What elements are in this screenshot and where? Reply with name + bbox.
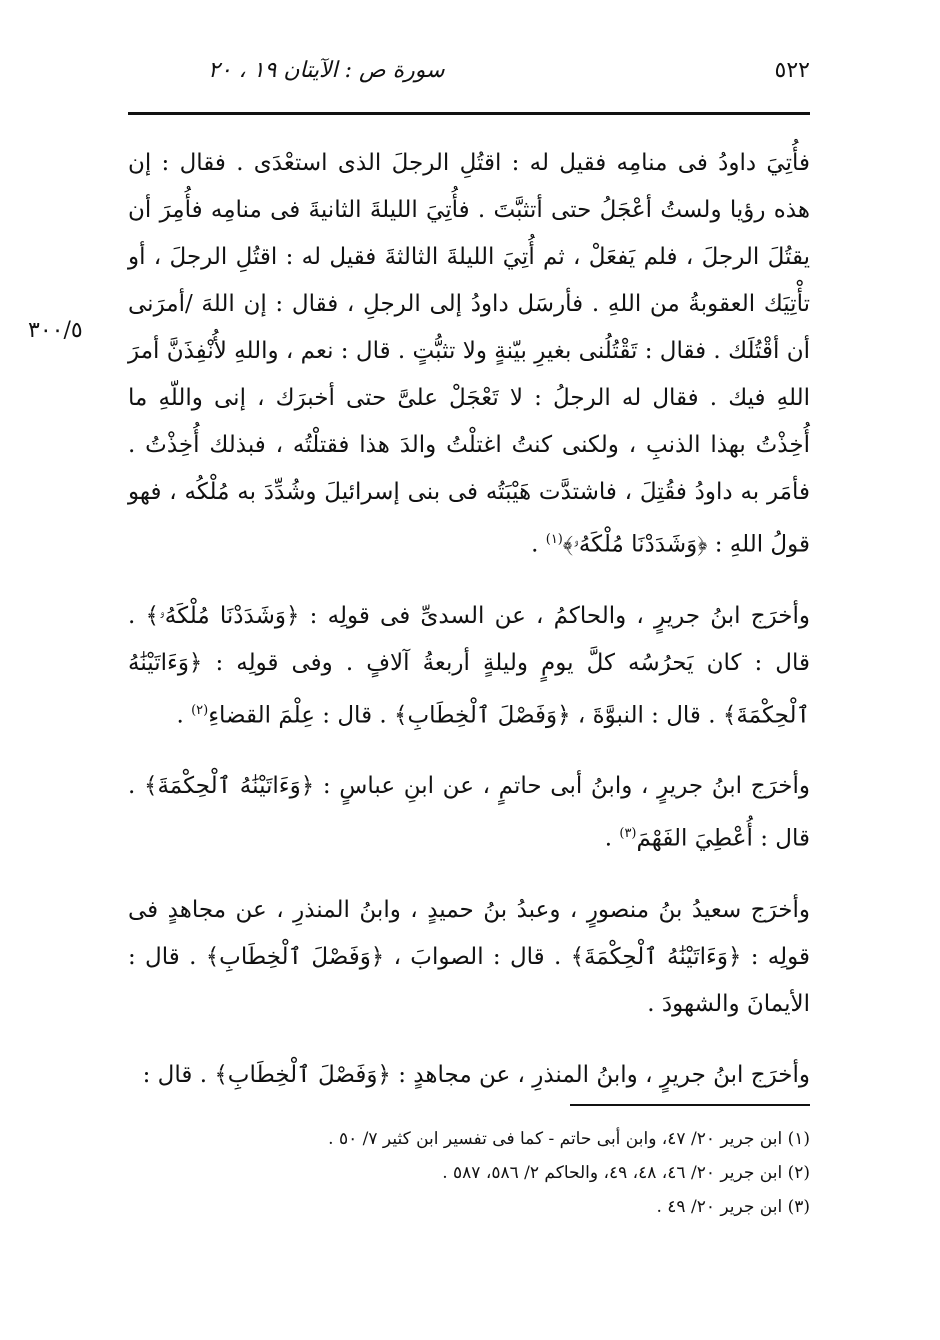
surah-title: سورة ص : الآيتان ١٩ ، ٢٠ <box>208 58 445 83</box>
margin-reference: ٣٠٠/٥ <box>28 318 83 343</box>
page-number: ٥٢٢ <box>774 58 810 83</box>
paragraph-text: وأخرَج ابنُ جريرٍ ، والحاكمُ ، عن السدىِّ فى قولِه : ﴿وَشَدَدْنَا مُلْكَهُۥ﴾ . قال : كان يَحرُسُه كلَّ يومٍ وليلةٍ أربعةُ آلافٍ . وفى قولِه : ﴿وَءَاتَيْنَٰهُ ٱلْحِكْمَةَ﴾ . قال : النبوَّةَ ، ﴿وَفَصْلَ ٱلْخِطَابِ﴾ . قال : عِلْمَ القضاءِ <box>128 602 810 729</box>
main-text <box>128 140 810 1099</box>
paragraph: وأخرَج ابنُ جريرٍ ، وابنُ المنذرِ ، عن مجاهدٍ : ﴿وَفَصْلَ ٱلْخِطَابِ﴾ . قال : <box>142 1061 810 1088</box>
sentence-end: . <box>604 825 620 852</box>
footnote-ref: (٢) <box>191 702 209 718</box>
paragraph <box>128 763 810 863</box>
footnote: (٣) ابن جرير ٢٠/ ٤٩ . <box>656 1197 810 1217</box>
footnotes <box>128 1122 810 1224</box>
footnote: (١) ابن جرير ٢٠/ ٤٧، وابن أبى حاتم - كما فى تفسير ابن كثير ٧/ ٥٠ . <box>328 1129 810 1149</box>
paragraph-text: فأُتِيَ داودُ فى منامِه فقيل له : اقتُلِ الرجلَ الذى استعْدَى . فقال : إن هذه رؤيا ولستُ أعْجَلُ حتى أتثبَّتَ . فأُتِيَ الليلةَ الثانيةَ فى منامِه فأُمِرَ أن يقتُلَ الرجلَ ، فلم يَفعَلْ ، ثم أُتِيَ الليلةَ الثالثةَ فقيل له : اقتُلِ الرجلَ ، أو تأْتِيَك العقوبةُ من اللهِ . فأرسَل داودُ إلى الرجلِ ، فقال : إن اللهَ /أمرَنى أن أقْتُلَك . فقال : تَقْتُلُنى بغيرِ بيّنةٍ ولا تثبُّتٍ . قال : نعم ، واللهِ لأُنْفِذَنَّ أمرَ اللهِ فيك . فقال له الرجلُ : لا تَعْجَلْ علىَّ حتى أخبرَك ، إنى واللّهِ ما أُخِذْتُ بهذا الذنبِ ، ولكنى كنتُ اغتلْتُ والدَ هذا فقتلْتُه ، فبذلك أُخِذْتُ . فأمَر به داودُ فقُتِلَ ، فاشتدَّت هَيْبَتُه فى بنى إسرائيلَ وشُدِّدَ به مُلْكُه ، فهو قولُ اللهِ : ﴿وَشَدَدْنَا مُلْكَهُۥ﴾ <box>128 150 810 558</box>
paragraph <box>128 140 810 569</box>
footnote-ref: (٣) <box>619 826 637 842</box>
sentence-end: . <box>176 702 192 729</box>
footnote-ref: (١) <box>545 532 563 547</box>
paragraph <box>128 593 810 740</box>
footnote: (٢) ابن جرير ٢٠/ ٤٦، ٤٨، ٤٩، والحاكم ٢/ ٥٨٦، ٥٨٧ . <box>442 1163 810 1183</box>
paragraph-text: وأخرَج ابنُ جريرٍ ، وابنُ أبى حاتمٍ ، عن ابنِ عباسٍ : ﴿وَءَاتَيْنَٰهُ ٱلْحِكْمَةَ﴾ . قال : أُعْطِيَ الفَهْمَ <box>128 773 810 852</box>
paragraph: وأخرَج سعيدُ بنُ منصورٍ ، وعبدُ بنُ حميدٍ ، وابنُ المنذرِ ، عن مجاهدٍ فى قولِه : ﴿وَءَاتَيْنَٰهُ ٱلْحِكْمَةَ﴾ . قال : الصوابَ ، ﴿وَفَصْلَ ٱلْخِطَابِ﴾ . قال : الأيمانَ والشهودَ . <box>128 896 810 1017</box>
footnote-rule <box>570 1104 810 1106</box>
header-rule <box>128 112 810 115</box>
running-header <box>128 58 810 98</box>
sentence-end: . <box>531 531 546 558</box>
